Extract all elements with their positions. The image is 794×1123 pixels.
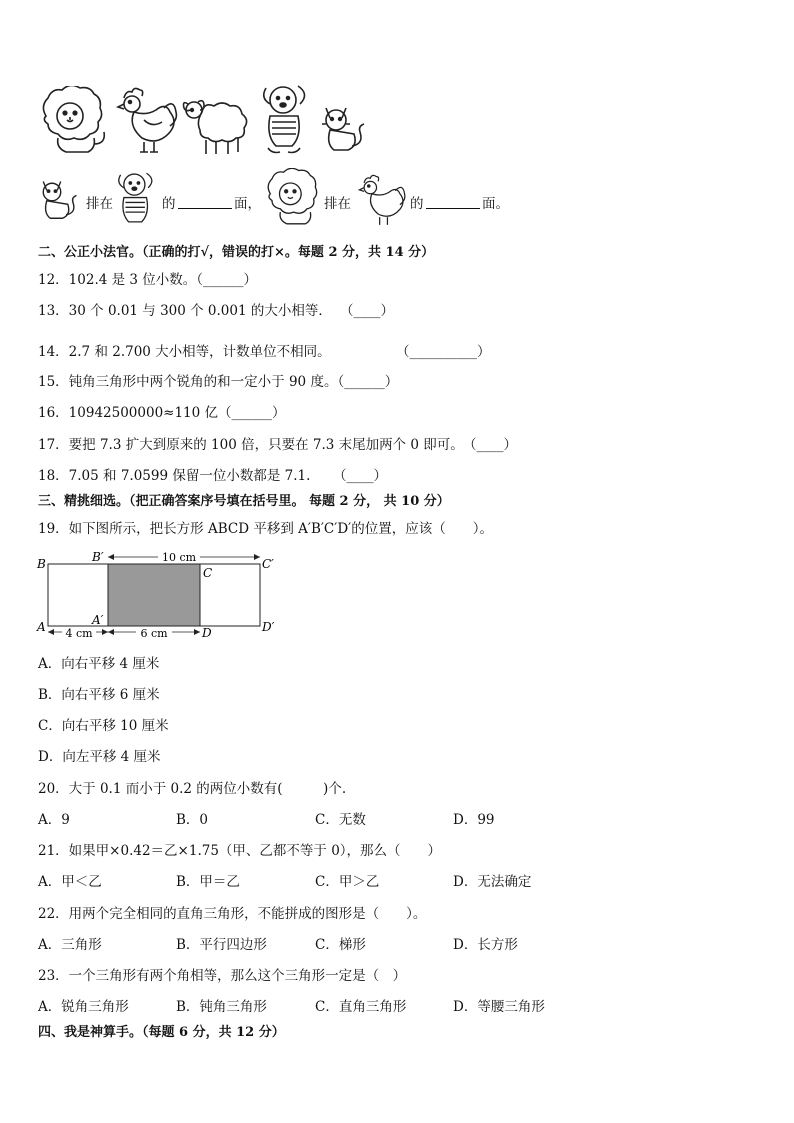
cat-icon <box>38 174 80 224</box>
q19-option-d[interactable]: D．向左平移 4 厘米 <box>38 749 161 765</box>
label-D-prime: D′ <box>262 620 275 634</box>
question-20: 20．大于 0.1 而小于 0.2 的两位小数有( )个. <box>38 781 347 797</box>
cat-icon <box>320 102 368 154</box>
q23-option-a[interactable]: A．锐角三角形 <box>38 999 129 1015</box>
sentence-text-6: 面。 <box>482 196 509 212</box>
question-13: 13．30 个 0.01 与 300 个 0.001 的大小相等． <box>38 303 332 319</box>
sentence-text-5: 的 <box>410 196 424 212</box>
label-A: A <box>37 620 46 634</box>
q20-option-c[interactable]: C．无数 <box>315 812 366 828</box>
question-21: 21．如果甲×0.42＝乙×1.75（甲、乙都不等于 0），那么（ ） <box>38 843 442 859</box>
q23-option-d[interactable]: D．等腰三角形 <box>453 999 545 1015</box>
question-17-answer[interactable]: （____） <box>463 437 517 453</box>
rooster-icon <box>114 84 180 156</box>
question-12[interactable]: 12．102.4 是 3 位小数。（______） <box>38 272 258 288</box>
q22-option-d[interactable]: D．长方形 <box>453 937 518 953</box>
sentence-text-3: 面， <box>234 196 261 212</box>
dog-icon <box>258 82 312 156</box>
q23-option-b[interactable]: B．钝角三角形 <box>176 999 267 1015</box>
section4-title: 四、我是神算手。（每题 6 分，共 12 分） <box>38 1025 285 1040</box>
dim-top: 10 cm <box>161 551 197 564</box>
label-D: D <box>202 626 212 640</box>
section3-title: 三、精挑细选。（把正确答案序号填在括号里。 每题 2 分， 共 10 分） <box>38 494 450 509</box>
label-A-prime: A′ <box>92 613 104 627</box>
question-15[interactable]: 15．钝角三角形中两个锐角的和一定小于 90 度。（______） <box>38 374 399 390</box>
sentence-text-1: 排在 <box>86 196 113 212</box>
label-C: C <box>203 566 213 580</box>
q21-option-c[interactable]: C．甲＞乙 <box>315 874 380 890</box>
q19-option-a[interactable]: A．向右平移 4 厘米 <box>38 656 160 672</box>
lion-icon <box>262 168 322 228</box>
rooster-icon <box>354 172 410 228</box>
dim-left: 4 cm <box>65 627 93 640</box>
question-17: 17．要把 7.3 扩大到原来的 100 倍，只要在 7.3 末尾加两个 0 即可。 <box>38 437 464 453</box>
q21-option-a[interactable]: A．甲＜乙 <box>38 874 102 890</box>
q20-option-a[interactable]: A．9 <box>38 812 70 828</box>
shaded-rectangle-abcd <box>108 564 200 626</box>
q22-option-b[interactable]: B．平行四边形 <box>176 937 267 953</box>
q23-option-c[interactable]: C．直角三角形 <box>315 999 407 1015</box>
question-16[interactable]: 16．10942500000≈110 亿（______） <box>38 405 286 421</box>
answer-blank-2[interactable] <box>426 208 480 209</box>
fill-sentence <box>38 170 598 230</box>
lion-icon <box>36 86 108 156</box>
dog-icon <box>114 170 158 230</box>
translation-figure <box>34 548 284 644</box>
section2-title: 二、公正小法官。（正确的打√，错误的打×。每题 2 分，共 14 分） <box>38 245 435 260</box>
q21-option-b[interactable]: B．甲＝乙 <box>176 874 240 890</box>
question-19: 19．如下图所示，把长方形 ABCD 平移到 A′B′C′D′的位置，应该（ ）。 <box>38 521 493 537</box>
animal-row <box>36 82 376 158</box>
question-22: 22．用两个完全相同的直角三角形，不能拼成的图形是（ ）。 <box>38 906 427 922</box>
question-14: 14．2.7 和 2.700 大小相等，计数单位不相同。 <box>38 344 331 360</box>
q20-option-d[interactable]: D．99 <box>453 812 495 828</box>
q19-option-c[interactable]: C．向右平移 10 厘米 <box>38 718 169 734</box>
sentence-text-2: 的 <box>162 196 176 212</box>
label-B: B <box>37 557 46 571</box>
dim-bottom: 6 cm <box>140 627 168 640</box>
question-18: 18．7.05 和 7.0599 保留一位小数都是 7.1. <box>38 468 311 484</box>
question-18-answer[interactable]: （____） <box>333 468 387 484</box>
question-23: 23．一个三角形有两个角相等，那么这个三角形一定是（ ） <box>38 968 407 984</box>
answer-blank-1[interactable] <box>178 208 232 209</box>
label-B-prime: B′ <box>92 550 104 564</box>
q22-option-a[interactable]: A．三角形 <box>38 937 102 953</box>
question-13-answer[interactable]: （____） <box>340 303 394 319</box>
q19-option-b[interactable]: B．向右平移 6 厘米 <box>38 687 160 703</box>
q21-option-d[interactable]: D．无法确定 <box>453 874 532 890</box>
q20-option-b[interactable]: B．0 <box>176 812 209 828</box>
sheep-icon <box>182 96 252 158</box>
q22-option-c[interactable]: C．梯形 <box>315 937 366 953</box>
sentence-text-4: 排在 <box>324 196 351 212</box>
label-C-prime: C′ <box>262 557 274 571</box>
question-14-answer[interactable]: （__________） <box>396 344 491 360</box>
